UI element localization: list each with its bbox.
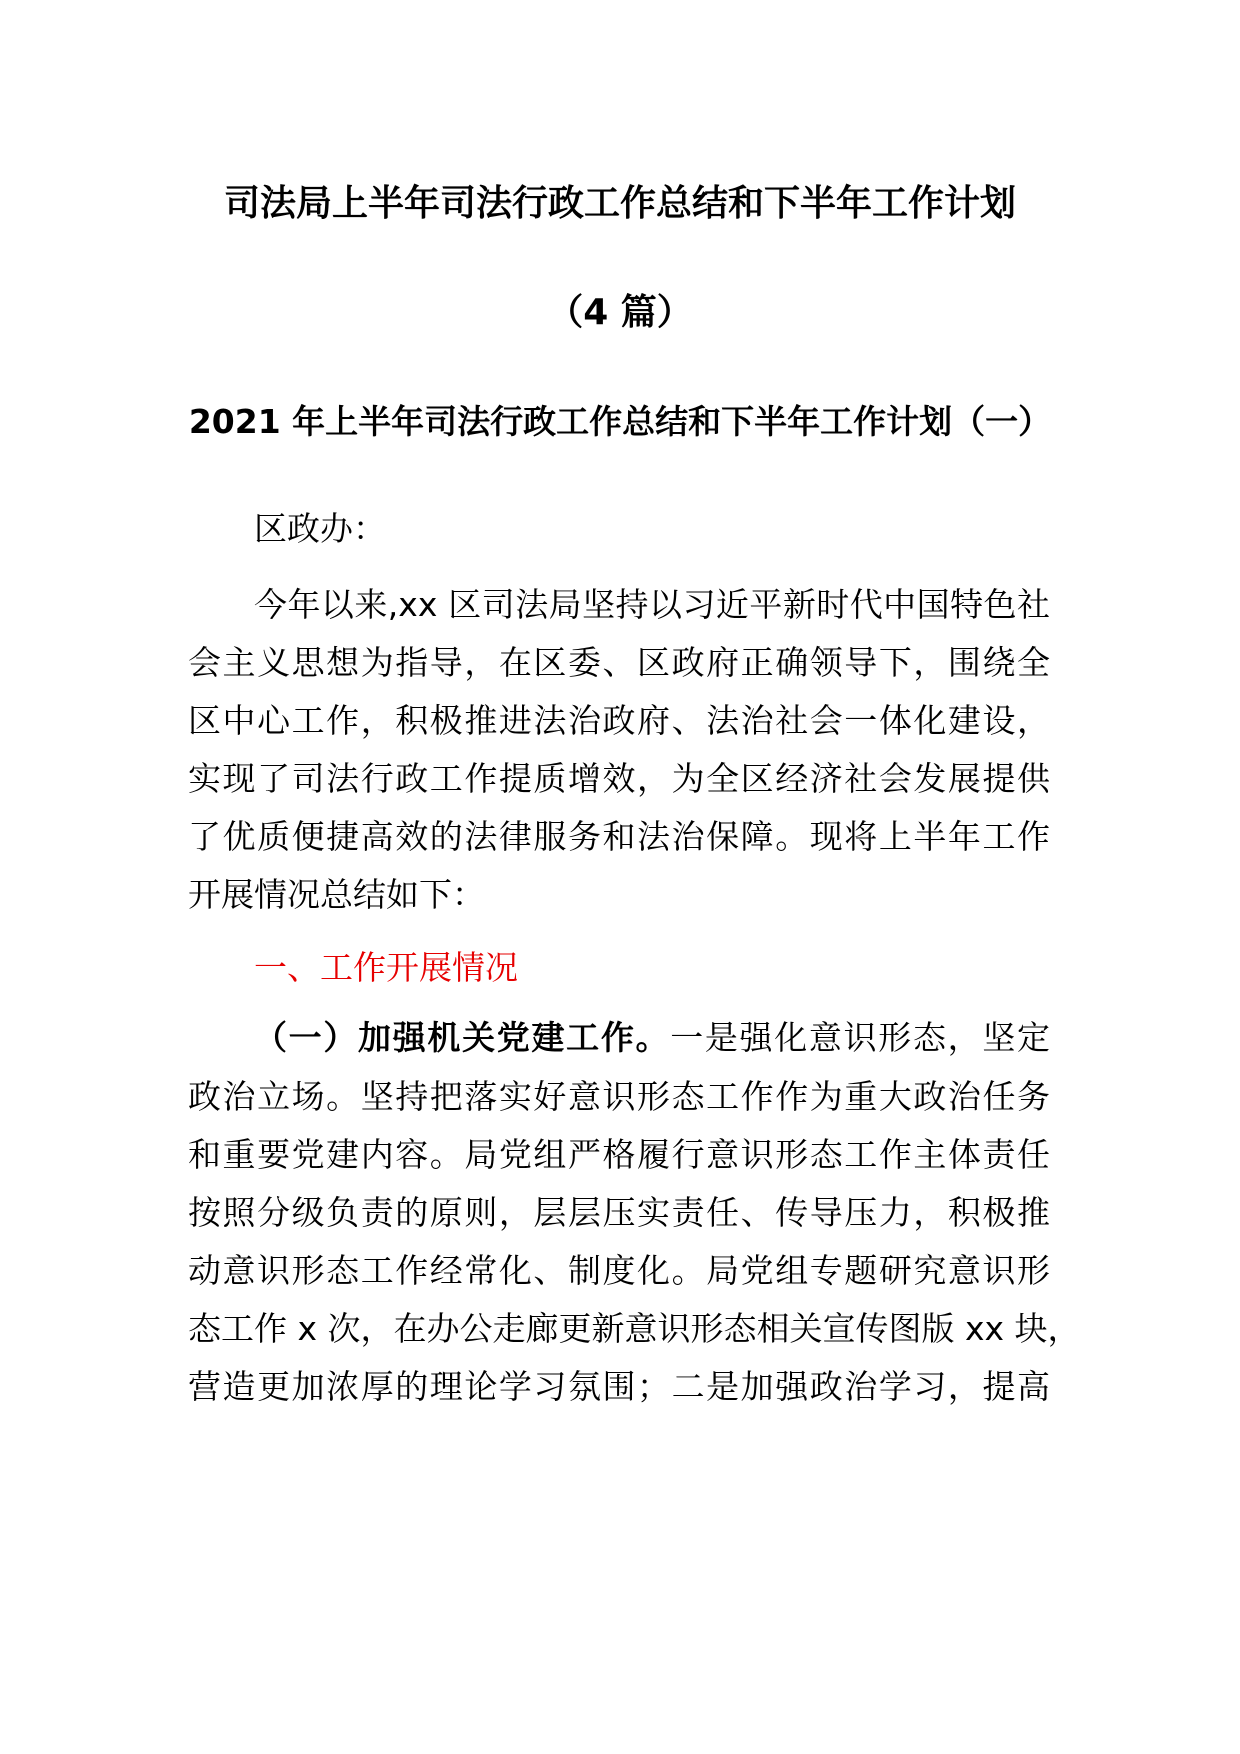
document-title-line-2: （4 篇） bbox=[547, 292, 693, 333]
intro-line: 会主义思想为指导，在区委、区政府正确领导下，围绕全 bbox=[188, 643, 1050, 682]
document-subtitle: 2021 年上半年司法行政工作总结和下半年工作计划（一） bbox=[188, 402, 1052, 441]
intro-line: 区中心工作，积极推进法治政府、法治社会一体化建设， bbox=[188, 701, 1050, 740]
intro-line: 了优质便捷高效的法律服务和法治保障。现将上半年工作 bbox=[188, 817, 1050, 856]
intro-line: 实现了司法行政工作提质增效，为全区经济社会发展提供 bbox=[188, 759, 1050, 798]
item-line: 和重要党建内容。局党组严格履行意识形态工作主体责任 bbox=[188, 1135, 1050, 1174]
item-first-line bbox=[254, 1018, 1051, 1057]
item-line: 政治立场。坚持把落实好意识形态工作作为重大政治任务 bbox=[188, 1077, 1050, 1116]
intro-line: 今年以来,xx 区司法局坚持以习近平新时代中国特色社 bbox=[254, 585, 1050, 624]
section-heading: 一、工作开展情况 bbox=[254, 948, 518, 987]
item-line: 态工作 x 次，在办公走廊更新意识形态相关宣传图版 xx 块， bbox=[188, 1309, 1081, 1348]
item-line: 动意识形态工作经常化、制度化。局党组专题研究意识形 bbox=[188, 1251, 1050, 1290]
document-title-line-1: 司法局上半年司法行政工作总结和下半年工作计划 bbox=[223, 183, 1016, 224]
item-first-line-text: 一是强化意识形态，坚定 bbox=[670, 1018, 1051, 1057]
intro-line: 开展情况总结如下： bbox=[188, 875, 485, 914]
item-line: 按照分级负责的原则，层层压实责任、传导压力，积极推 bbox=[188, 1193, 1050, 1232]
item-line: 营造更加浓厚的理论学习氛围；二是加强政治学习，提高 bbox=[188, 1367, 1050, 1406]
item-heading: （一）加强机关党建工作。 bbox=[254, 1018, 671, 1057]
salutation: 区政办： bbox=[254, 509, 386, 548]
